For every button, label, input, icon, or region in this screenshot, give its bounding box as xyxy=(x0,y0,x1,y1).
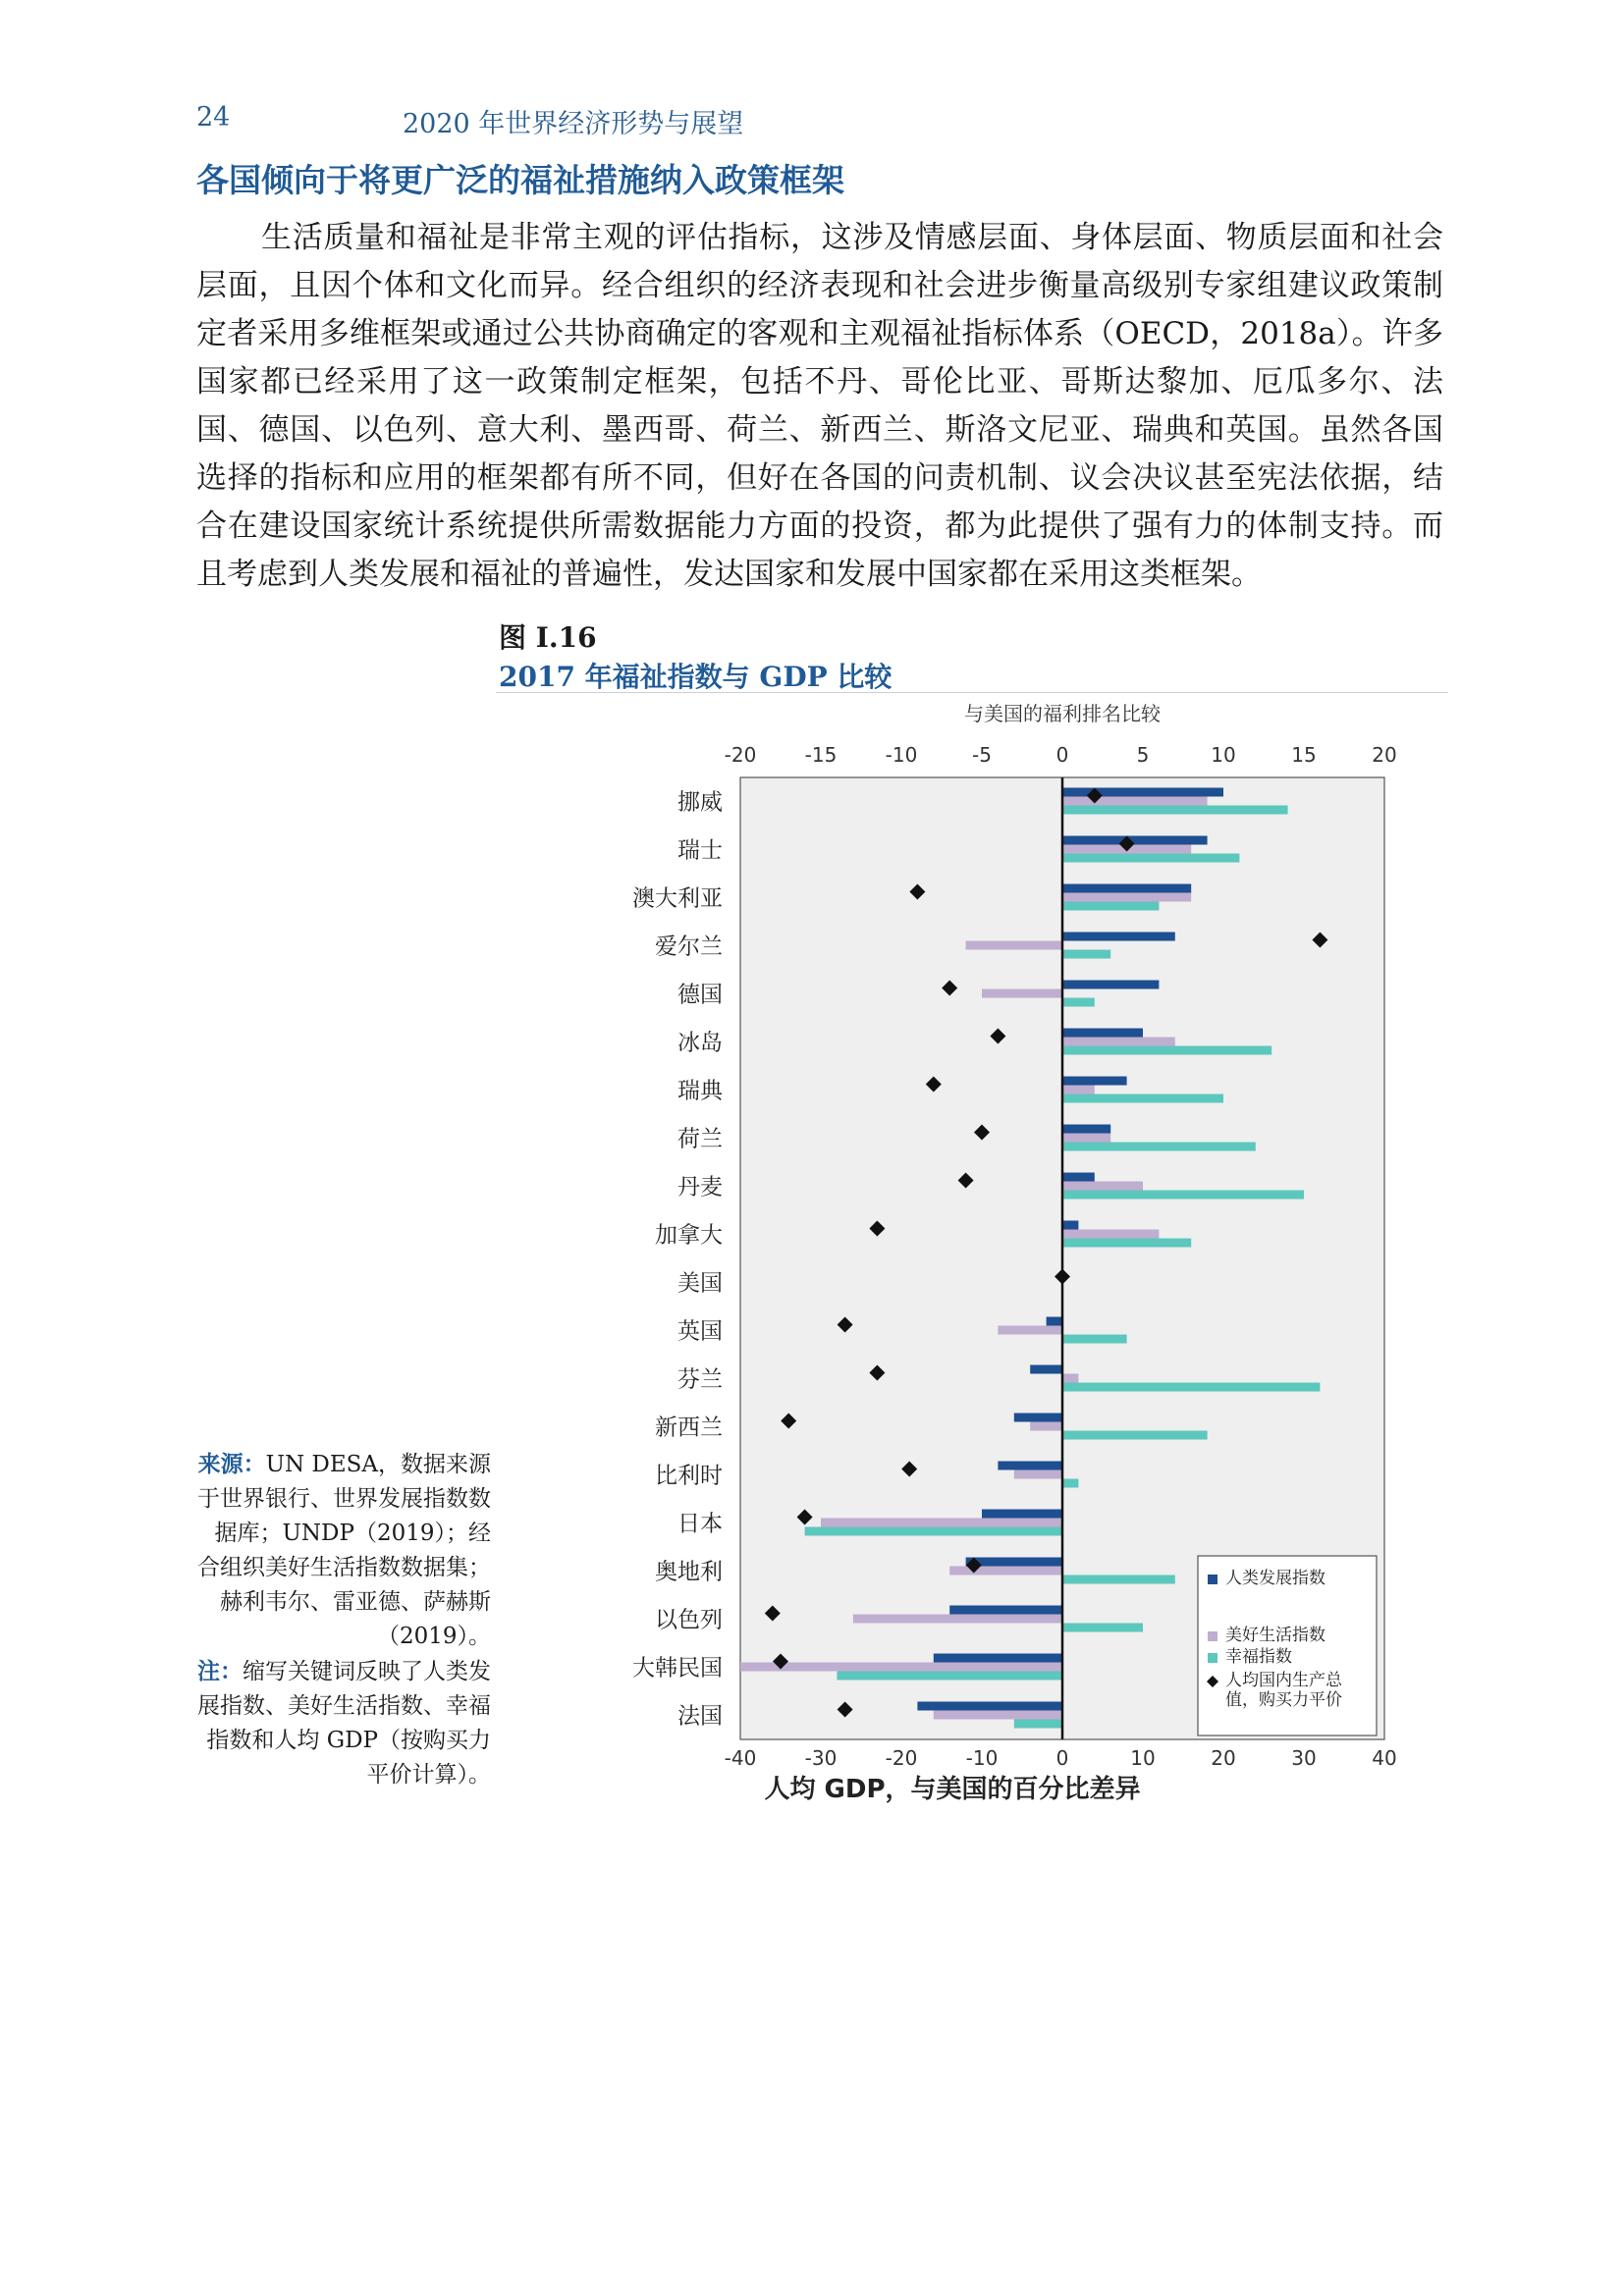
bar-bli xyxy=(1030,1422,1062,1431)
figure-sidenote xyxy=(196,1447,491,1792)
category-label: 爱尔兰 xyxy=(655,934,723,960)
category-label: 法国 xyxy=(677,1703,723,1730)
bottom-tick-label: 30 xyxy=(1291,1746,1317,1770)
category-label: 瑞士 xyxy=(677,837,723,864)
bar-hdi xyxy=(1062,1125,1110,1134)
bottom-tick-label: -40 xyxy=(724,1746,757,1770)
bar-hdi xyxy=(917,1702,1062,1711)
bar-bli xyxy=(1062,1038,1175,1046)
legend-swatch xyxy=(1208,1575,1217,1584)
bar-hdi xyxy=(934,1654,1062,1663)
bar-happiness xyxy=(1062,1383,1320,1392)
legend-label: 值，购买力平价 xyxy=(1225,1690,1342,1710)
bar-bli xyxy=(998,1326,1062,1335)
category-label: 挪威 xyxy=(677,789,723,816)
bar-bli xyxy=(821,1519,1062,1527)
top-tick-label: 0 xyxy=(1055,743,1069,767)
bar-happiness xyxy=(1062,998,1095,1007)
bottom-tick-label: 10 xyxy=(1130,1746,1156,1770)
bar-happiness xyxy=(1062,902,1159,911)
note-label: 注： xyxy=(197,1658,243,1684)
bar-happiness xyxy=(1062,1575,1175,1584)
bar-bli xyxy=(966,941,1062,950)
bar-happiness xyxy=(1014,1720,1062,1729)
bar-hdi xyxy=(1062,1173,1095,1182)
legend-swatch xyxy=(1208,1653,1217,1663)
bar-bli xyxy=(1062,1230,1159,1239)
legend-label: 人类发展指数 xyxy=(1225,1569,1325,1588)
top-tick-label: 5 xyxy=(1136,743,1150,767)
legend-label: 人均国内生产总 xyxy=(1225,1671,1342,1690)
bar-hdi xyxy=(1062,884,1191,893)
bar-hdi xyxy=(1062,1077,1127,1086)
category-label: 美国 xyxy=(677,1270,723,1297)
top-axis-title: 与美国的福利排名比较 xyxy=(964,702,1161,725)
bar-hdi xyxy=(1030,1365,1062,1374)
top-tick-label: 15 xyxy=(1291,743,1317,767)
category-label: 瑞典 xyxy=(677,1078,723,1104)
bar-hdi xyxy=(1062,981,1159,989)
top-tick-label: -5 xyxy=(972,743,992,767)
category-label: 英国 xyxy=(677,1318,723,1345)
category-label: 德国 xyxy=(677,982,723,1008)
legend-swatch xyxy=(1208,1631,1217,1641)
bar-hdi xyxy=(1062,1029,1143,1038)
bar-bli xyxy=(1062,1182,1143,1191)
bar-happiness xyxy=(1062,1095,1223,1103)
running-title: 2020 年世界经济形势与展望 xyxy=(403,109,744,139)
bar-hdi xyxy=(949,1606,1062,1615)
top-tick-label: -10 xyxy=(885,743,918,767)
bottom-tick-label: -30 xyxy=(804,1746,838,1770)
category-label: 以色列 xyxy=(655,1607,723,1633)
bottom-tick-label: -20 xyxy=(885,1746,918,1770)
category-label: 冰岛 xyxy=(677,1030,723,1056)
bar-happiness xyxy=(1062,854,1239,863)
category-label: 丹麦 xyxy=(677,1174,723,1201)
bar-happiness xyxy=(1062,1335,1127,1344)
source-label: 来源： xyxy=(197,1451,266,1477)
category-label: 新西兰 xyxy=(655,1415,723,1441)
bar-happiness xyxy=(1062,950,1110,959)
top-tick-label: -15 xyxy=(804,743,838,767)
bar-hdi xyxy=(1062,1221,1078,1230)
category-label: 奥地利 xyxy=(655,1559,723,1585)
bar-bli xyxy=(1014,1470,1062,1479)
source-text: UN DESA，数据来源于世界银行、世界发展指数数据库；UNDP（2019）；经合组织美好生活指数数据集；赫利韦尔、雷亚德、萨赫斯（2019）。 xyxy=(197,1452,491,1649)
body-paragraph: 生活质量和福祉是非常主观的评估指标，这涉及情感层面、身体层面、物质层面和社会层面，且因个体和文化而异。经合组织的经济表现和社会进步衡量高级别专家组建议政策制定者采用多维框架或通过公共协商确定的客观和主观福祉指标体系（OECD，2018a）。许多国家都已经采用了这一政策制定框架，包括不丹、哥伦比亚、哥斯达黎加、厄瓜多尔、法国、德国、以色列、意大利、墨西哥、荷兰、新西兰、斯洛文尼亚、瑞典和英国。虽然各国选择的指标和应用的框架都有所不同，但好在各国的问责机制、议会决议甚至宪法依据，结合在建设国家统计系统提供所需数据能力方面的投资，都为此提供了强有力的体制支持。而且考虑到人类发展和福祉的普遍性，发达国家和发展中国家都在采用这类框架。 xyxy=(196,220,1443,592)
bar-hdi xyxy=(1047,1317,1062,1326)
bar-bli xyxy=(934,1711,1062,1720)
bar-bli xyxy=(1062,1374,1078,1383)
bar-happiness xyxy=(1062,1046,1271,1055)
category-label: 芬兰 xyxy=(677,1366,723,1393)
top-tick-label: -20 xyxy=(724,743,757,767)
bar-happiness xyxy=(1062,1239,1191,1248)
note-text: 缩写关键词反映了人类发展指数、美好生活指数、幸福指数和人均 GDP（按购买力平价计算）。 xyxy=(197,1659,491,1788)
bar-happiness xyxy=(837,1672,1062,1681)
bar-happiness xyxy=(1062,1431,1208,1440)
bar-hdi xyxy=(1062,788,1223,797)
category-label: 大韩民国 xyxy=(632,1655,723,1682)
category-label: 日本 xyxy=(677,1511,723,1537)
figure-title: 2017 年福祉指数与 GDP 比较 xyxy=(499,661,893,693)
bar-hdi xyxy=(998,1462,1062,1470)
section-heading: 各国倾向于将更广泛的福祉措施纳入政策框架 xyxy=(196,161,844,199)
top-tick-label: 20 xyxy=(1372,743,1397,767)
bottom-tick-label: 0 xyxy=(1055,1746,1069,1770)
bottom-axis-title: 人均 GDP，与美国的百分比差异 xyxy=(764,1775,1141,1804)
category-label: 比利时 xyxy=(655,1463,723,1489)
bar-happiness xyxy=(1062,1479,1078,1488)
bar-happiness xyxy=(1062,806,1288,815)
legend-label: 幸福指数 xyxy=(1225,1647,1292,1667)
bar-happiness xyxy=(1062,1624,1143,1632)
legend-label: 美好生活指数 xyxy=(1225,1626,1325,1645)
figure-divider xyxy=(496,692,1448,693)
bar-happiness xyxy=(1062,1143,1256,1151)
bar-bli xyxy=(982,989,1062,998)
category-label: 澳大利亚 xyxy=(632,885,723,912)
bottom-tick-label: -10 xyxy=(965,1746,999,1770)
category-label: 荷兰 xyxy=(677,1126,723,1152)
bar-bli xyxy=(1062,1086,1095,1095)
bar-hdi xyxy=(1062,836,1208,845)
bar-happiness xyxy=(1062,1191,1304,1200)
bar-bli xyxy=(1062,893,1191,902)
bar-bli xyxy=(1062,797,1208,806)
bottom-tick-label: 40 xyxy=(1372,1746,1397,1770)
bar-hdi xyxy=(982,1510,1062,1519)
bar-hdi xyxy=(1014,1414,1062,1422)
page-number: 24 xyxy=(196,102,231,133)
bar-bli xyxy=(853,1615,1062,1624)
top-tick-label: 10 xyxy=(1211,743,1236,767)
bottom-tick-label: 20 xyxy=(1211,1746,1236,1770)
bar-hdi xyxy=(1062,933,1175,941)
bar-bli xyxy=(1062,1134,1110,1143)
category-label: 加拿大 xyxy=(655,1222,723,1249)
bar-bli xyxy=(949,1567,1062,1575)
wellbeing-gdp-chart xyxy=(589,697,1414,1816)
figure-number: 图 I.16 xyxy=(499,621,597,654)
bar-happiness xyxy=(805,1527,1062,1536)
bar-bli xyxy=(740,1663,1062,1672)
